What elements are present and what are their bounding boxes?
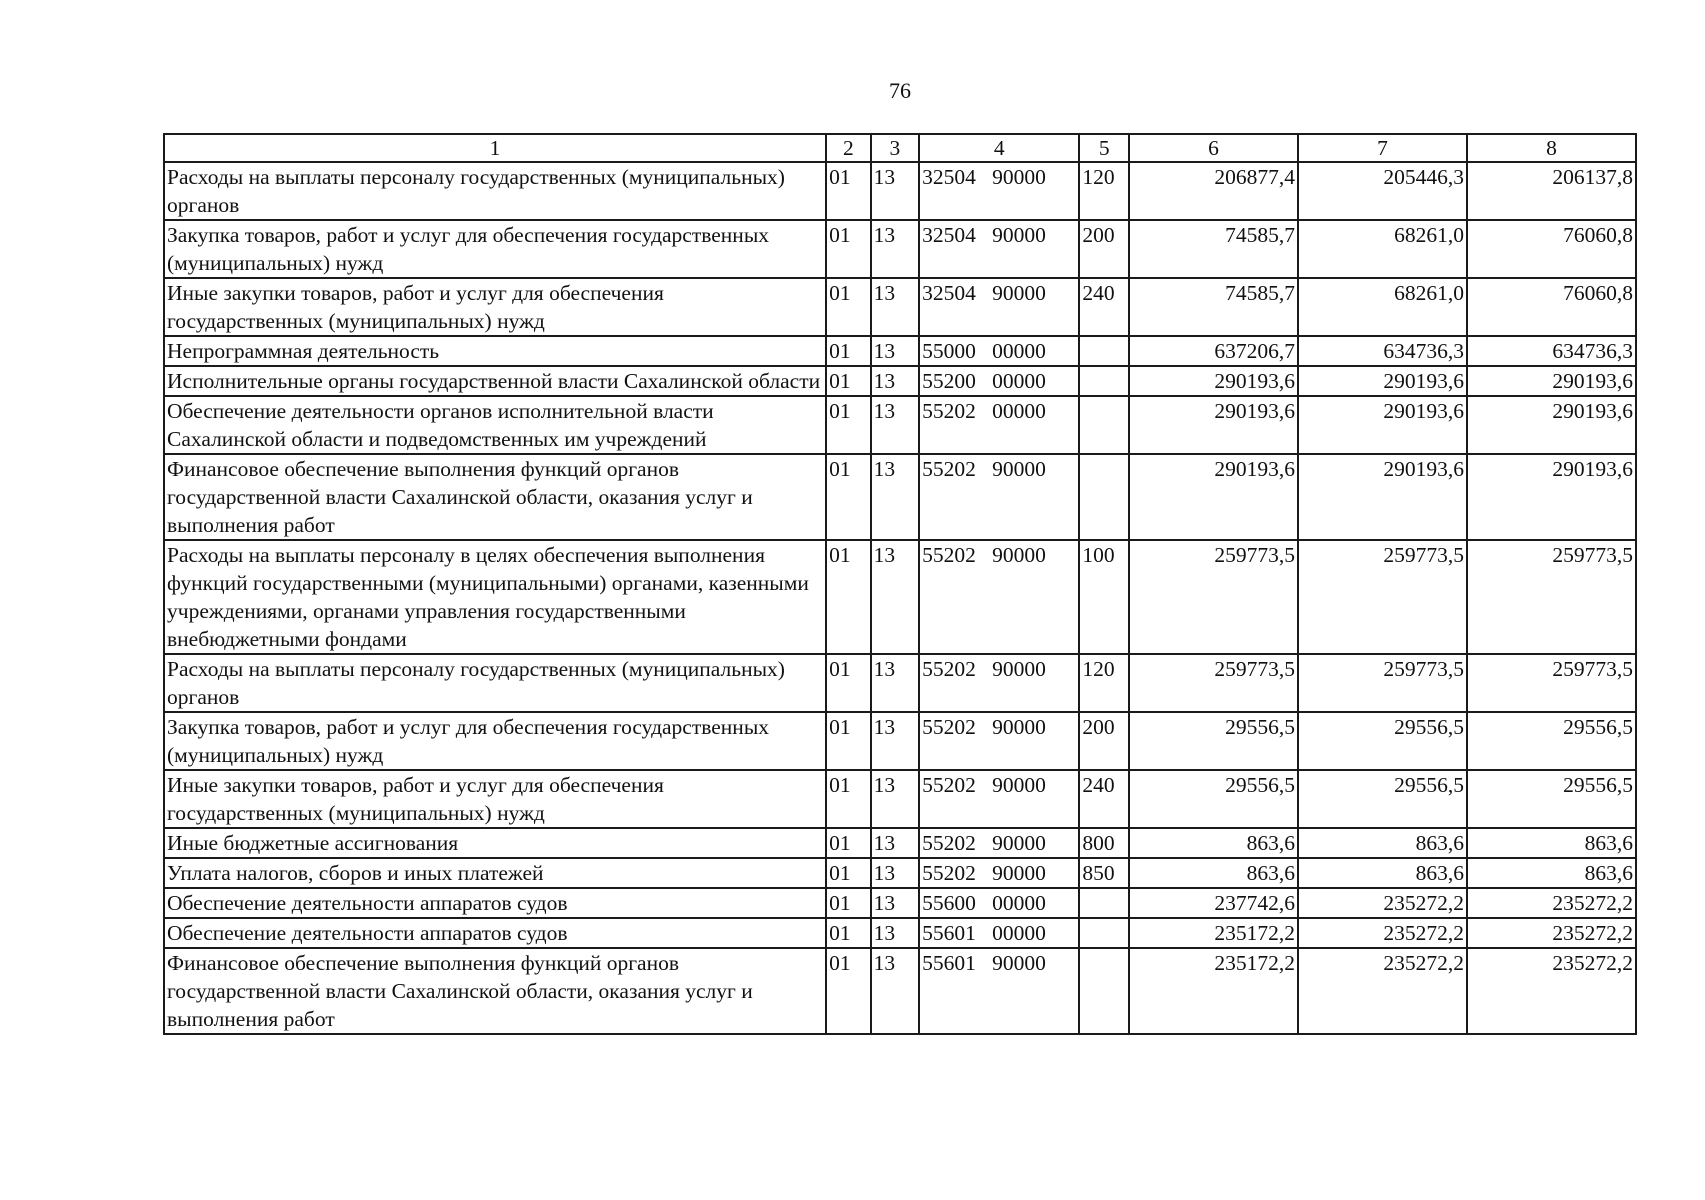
column-header-1: 1 [164, 134, 826, 162]
section-code: 01 [826, 918, 871, 948]
expense-type-code [1079, 366, 1129, 396]
expense-type-code: 800 [1079, 828, 1129, 858]
column-header-3: 3 [871, 134, 919, 162]
expense-type-code: 200 [1079, 712, 1129, 770]
expense-type-code [1079, 396, 1129, 454]
subsection-code: 13 [871, 220, 919, 278]
target-article-code [919, 278, 1079, 336]
amount-col-7: 68261,0 [1298, 278, 1467, 336]
expense-type-code: 120 [1079, 162, 1129, 220]
program-code: 55202 [922, 831, 976, 855]
column-header-8: 8 [1467, 134, 1636, 162]
row-name: Закупка товаров, работ и услуг для обеспечения государственных (муниципальных) нужд [164, 220, 826, 278]
amount-col-7: 634736,3 [1298, 336, 1467, 366]
amount-col-7: 235272,2 [1298, 918, 1467, 948]
direction-code: 90000 [992, 951, 1046, 975]
subsection-code: 13 [871, 278, 919, 336]
section-code: 01 [826, 366, 871, 396]
row-name: Закупка товаров, работ и услуг для обеспечения государственных (муниципальных) нужд [164, 712, 826, 770]
target-article-code [919, 366, 1079, 396]
amount-col-7: 290193,6 [1298, 396, 1467, 454]
direction-code: 00000 [992, 921, 1046, 945]
table-row [164, 770, 1636, 828]
subsection-code: 13 [871, 888, 919, 918]
expense-type-code [1079, 454, 1129, 540]
amount-col-6: 29556,5 [1129, 712, 1298, 770]
section-code: 01 [826, 948, 871, 1034]
expense-type-code: 120 [1079, 654, 1129, 712]
amount-col-7: 863,6 [1298, 828, 1467, 858]
expense-type-code: 240 [1079, 278, 1129, 336]
amount-col-7: 290193,6 [1298, 366, 1467, 396]
program-code: 32504 [922, 165, 976, 189]
row-name: Расходы на выплаты персоналу государственных (муниципальных) органов [164, 162, 826, 220]
section-code: 01 [826, 828, 871, 858]
amount-col-8: 290193,6 [1467, 454, 1636, 540]
expense-type-code: 240 [1079, 770, 1129, 828]
row-name: Иные закупки товаров, работ и услуг для обеспечения государственных (муниципальных) нужд [164, 278, 826, 336]
target-article-code [919, 858, 1079, 888]
subsection-code: 13 [871, 918, 919, 948]
table-row [164, 918, 1636, 948]
amount-col-8: 235272,2 [1467, 888, 1636, 918]
amount-col-8: 76060,8 [1467, 220, 1636, 278]
target-article-code [919, 770, 1079, 828]
amount-col-6: 235172,2 [1129, 918, 1298, 948]
row-name: Иные закупки товаров, работ и услуг для обеспечения государственных (муниципальных) нужд [164, 770, 826, 828]
program-code: 55202 [922, 457, 976, 481]
subsection-code: 13 [871, 858, 919, 888]
section-code: 01 [826, 220, 871, 278]
amount-col-7: 259773,5 [1298, 540, 1467, 654]
amount-col-7: 205446,3 [1298, 162, 1467, 220]
section-code: 01 [826, 336, 871, 366]
direction-code: 90000 [992, 457, 1046, 481]
table-row [164, 712, 1636, 770]
table-row [164, 366, 1636, 396]
expense-type-code: 850 [1079, 858, 1129, 888]
page-number: 76 [889, 78, 911, 103]
target-article-code [919, 454, 1079, 540]
subsection-code: 13 [871, 540, 919, 654]
amount-col-7: 29556,5 [1298, 770, 1467, 828]
amount-col-6: 259773,5 [1129, 540, 1298, 654]
section-code: 01 [826, 770, 871, 828]
table-row [164, 162, 1636, 220]
subsection-code: 13 [871, 948, 919, 1034]
subsection-code: 13 [871, 336, 919, 366]
direction-code: 90000 [992, 281, 1046, 305]
table-row [164, 888, 1636, 918]
target-article-code [919, 918, 1079, 948]
table-row [164, 220, 1636, 278]
amount-col-6: 29556,5 [1129, 770, 1298, 828]
column-header-4: 4 [919, 134, 1079, 162]
direction-code: 90000 [992, 861, 1046, 885]
program-code: 55000 [922, 339, 976, 363]
target-article-code [919, 654, 1079, 712]
target-article-code [919, 220, 1079, 278]
expense-type-code: 100 [1079, 540, 1129, 654]
amount-col-6: 290193,6 [1129, 454, 1298, 540]
direction-code: 90000 [992, 543, 1046, 567]
subsection-code: 13 [871, 712, 919, 770]
direction-code: 90000 [992, 715, 1046, 739]
section-code: 01 [826, 888, 871, 918]
program-code: 55202 [922, 543, 976, 567]
expense-type-code: 200 [1079, 220, 1129, 278]
direction-code: 90000 [992, 657, 1046, 681]
section-code: 01 [826, 454, 871, 540]
program-code: 55202 [922, 773, 976, 797]
program-code: 32504 [922, 281, 976, 305]
target-article-code [919, 828, 1079, 858]
row-name: Непрограммная деятельность [164, 336, 826, 366]
column-header-7: 7 [1298, 134, 1467, 162]
table-row [164, 828, 1636, 858]
column-header-row [164, 134, 1636, 162]
row-name: Финансовое обеспечение выполнения функций органов государственной власти Сахалинской области, оказания услуг и выполнения работ [164, 948, 826, 1034]
subsection-code: 13 [871, 828, 919, 858]
row-name: Финансовое обеспечение выполнения функций органов государственной власти Сахалинской области, оказания услуг и выполнения работ [164, 454, 826, 540]
target-article-code [919, 888, 1079, 918]
amount-col-8: 235272,2 [1467, 918, 1636, 948]
table-row [164, 948, 1636, 1034]
expense-type-code [1079, 918, 1129, 948]
amount-col-8: 290193,6 [1467, 366, 1636, 396]
row-name: Исполнительные органы государственной власти Сахалинской области [164, 366, 826, 396]
subsection-code: 13 [871, 162, 919, 220]
row-name: Обеспечение деятельности аппаратов судов [164, 918, 826, 948]
amount-col-7: 68261,0 [1298, 220, 1467, 278]
program-code: 55200 [922, 369, 976, 393]
expense-type-code [1079, 888, 1129, 918]
direction-code: 90000 [992, 831, 1046, 855]
direction-code: 90000 [992, 223, 1046, 247]
section-code: 01 [826, 162, 871, 220]
row-name: Расходы на выплаты персоналу государственных (муниципальных) органов [164, 654, 826, 712]
table-row [164, 454, 1636, 540]
amount-col-8: 29556,5 [1467, 712, 1636, 770]
amount-col-7: 259773,5 [1298, 654, 1467, 712]
section-code: 01 [826, 858, 871, 888]
amount-col-6: 290193,6 [1129, 396, 1298, 454]
direction-code: 90000 [992, 773, 1046, 797]
section-code: 01 [826, 396, 871, 454]
amount-col-7: 235272,2 [1298, 948, 1467, 1034]
amount-col-6: 74585,7 [1129, 278, 1298, 336]
row-name: Уплата налогов, сборов и иных платежей [164, 858, 826, 888]
subsection-code: 13 [871, 396, 919, 454]
target-article-code [919, 162, 1079, 220]
direction-code: 00000 [992, 369, 1046, 393]
column-header-5: 5 [1079, 134, 1129, 162]
amount-col-7: 235272,2 [1298, 888, 1467, 918]
amount-col-8: 259773,5 [1467, 540, 1636, 654]
amount-col-8: 259773,5 [1467, 654, 1636, 712]
target-article-code [919, 396, 1079, 454]
table-row [164, 654, 1636, 712]
program-code: 32504 [922, 223, 976, 247]
program-code: 55601 [922, 921, 976, 945]
direction-code: 00000 [992, 891, 1046, 915]
amount-col-8: 290193,6 [1467, 396, 1636, 454]
amount-col-8: 235272,2 [1467, 948, 1636, 1034]
program-code: 55601 [922, 951, 976, 975]
target-article-code [919, 712, 1079, 770]
amount-col-7: 29556,5 [1298, 712, 1467, 770]
amount-col-6: 237742,6 [1129, 888, 1298, 918]
amount-col-8: 863,6 [1467, 828, 1636, 858]
row-name: Расходы на выплаты персоналу в целях обеспечения выполнения функций государственными (муниципальными) органами, казенными учреждениями, органами управления государственными внебюджетными фондами [164, 540, 826, 654]
section-code: 01 [826, 540, 871, 654]
expense-type-code [1079, 948, 1129, 1034]
amount-col-6: 206877,4 [1129, 162, 1298, 220]
program-code: 55600 [922, 891, 976, 915]
direction-code: 00000 [992, 339, 1046, 363]
target-article-code [919, 540, 1079, 654]
subsection-code: 13 [871, 454, 919, 540]
table-row [164, 336, 1636, 366]
amount-col-8: 76060,8 [1467, 278, 1636, 336]
budget-table-body [164, 134, 1636, 1034]
direction-code: 90000 [992, 165, 1046, 189]
target-article-code [919, 948, 1079, 1034]
row-name: Обеспечение деятельности органов исполнительной власти Сахалинской области и подведомственных им учреждений [164, 396, 826, 454]
subsection-code: 13 [871, 654, 919, 712]
program-code: 55202 [922, 715, 976, 739]
amount-col-8: 29556,5 [1467, 770, 1636, 828]
table-row [164, 396, 1636, 454]
column-header-2: 2 [826, 134, 871, 162]
section-code: 01 [826, 654, 871, 712]
table-row [164, 858, 1636, 888]
amount-col-6: 863,6 [1129, 858, 1298, 888]
budget-table [163, 133, 1637, 1035]
column-header-6: 6 [1129, 134, 1298, 162]
amount-col-7: 863,6 [1298, 858, 1467, 888]
section-code: 01 [826, 278, 871, 336]
amount-col-8: 634736,3 [1467, 336, 1636, 366]
program-code: 55202 [922, 399, 976, 423]
program-code: 55202 [922, 657, 976, 681]
table-row [164, 540, 1636, 654]
table-row [164, 278, 1636, 336]
subsection-code: 13 [871, 770, 919, 828]
amount-col-8: 206137,8 [1467, 162, 1636, 220]
program-code: 55202 [922, 861, 976, 885]
amount-col-6: 290193,6 [1129, 366, 1298, 396]
subsection-code: 13 [871, 366, 919, 396]
row-name: Обеспечение деятельности аппаратов судов [164, 888, 826, 918]
amount-col-6: 863,6 [1129, 828, 1298, 858]
amount-col-6: 637206,7 [1129, 336, 1298, 366]
amount-col-8: 863,6 [1467, 858, 1636, 888]
amount-col-7: 290193,6 [1298, 454, 1467, 540]
amount-col-6: 259773,5 [1129, 654, 1298, 712]
amount-col-6: 235172,2 [1129, 948, 1298, 1034]
row-name: Иные бюджетные ассигнования [164, 828, 826, 858]
amount-col-6: 74585,7 [1129, 220, 1298, 278]
expense-type-code [1079, 336, 1129, 366]
direction-code: 00000 [992, 399, 1046, 423]
target-article-code [919, 336, 1079, 366]
section-code: 01 [826, 712, 871, 770]
